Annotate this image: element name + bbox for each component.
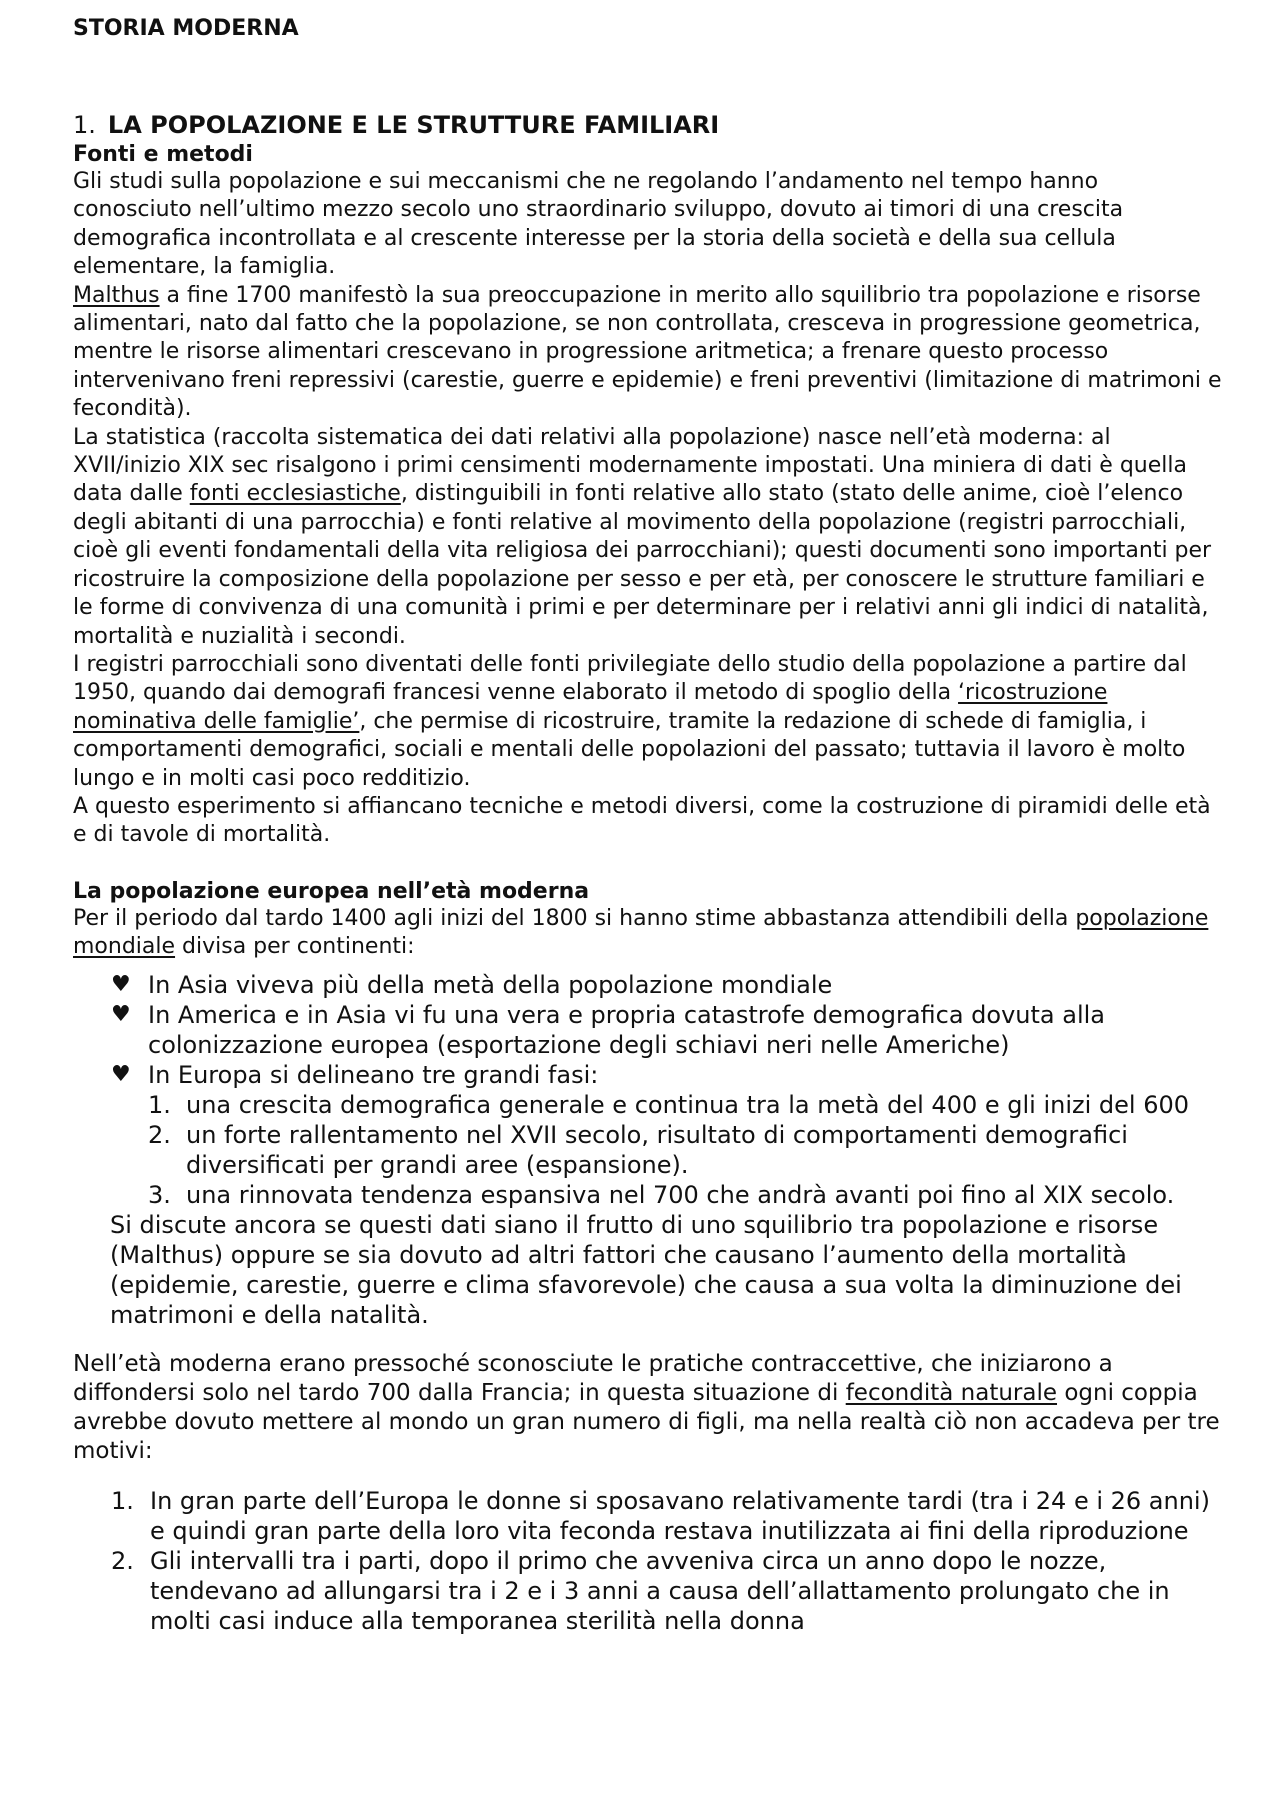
chapter-number: 1. (73, 111, 96, 139)
paragraph-statistica-pre: La statistica (raccolta sistematica dei dati relativi alla popolazione) nasce nell’età moderna: al XVII/inizio XIX sec risalgono i primi censimenti modernamente impostati. Una miniera di dati è quella data dalle (73, 424, 1187, 507)
list-item-text: In Asia viveva più della metà della popolazione mondiale (148, 970, 833, 999)
list-item (148, 1120, 1223, 1180)
term-malthus: Malthus (73, 282, 160, 308)
list-item (73, 1000, 1223, 1060)
list-item-text: una crescita demografica generale e continua tra la metà del 400 e gli inizi del 600 (186, 1090, 1190, 1119)
paragraph-esperimento: A questo esperimento si affiancano tecniche e metodi diversi, come la costruzione di piramidi delle età e di tavole di mortalità. (73, 793, 1211, 848)
paragraph-statistica-post: , distinguibili in fonti relative allo stato (stato delle anime, cioè l’elenco degli abitanti di una parrocchia) e fonti relative al movimento della popolazione (registri parrocchiali, cioè gli eventi fondamentali della vita religiosa dei parrocchiani); questi documenti sono importanti per ricostruire la composizione della popolazione per sesso e per età, per conoscere le strutture familiari e le forme di convivenza di una comunità i primi e per determinare per i relativi anni gli indici di natalità, mortalità e nuzialità i secondi. (73, 481, 1212, 649)
list-item (148, 1090, 1223, 1120)
paragraph-malthus-text: a fine 1700 manifestò la sua preoccupazione in merito allo squilibrio tra popolazione e risorse alimentari, nato dal fatto che la popolazione, se non controllata, cresceva in progressione geometrica, mentre le risorse alimentari crescevano in progressione aritmetica; a frenare questo processo intervenivano freni repressivi (carestie, guerre e epidemie) e freni preventivi (limitazione di matrimoni e fecondità). (73, 282, 1222, 422)
list-item-text: Gli intervalli tra i parti, dopo il primo che avveniva circa un anno dopo le nozze, tendevano ad allungarsi tra i 2 e i 3 anni a causa dell’allattamento prolungato che in molti casi induce alla temporanea sterilità nella donna (150, 1546, 1170, 1635)
term-fonti-ecclesiastiche: fonti ecclesiastiche (189, 481, 401, 507)
list-item (148, 1180, 1223, 1210)
europe-phases-list (148, 1090, 1223, 1210)
list-item (73, 1546, 1223, 1636)
list-item-text: un forte rallentamento nel XVII secolo, risultato di comportamenti demografici diversificati per grandi aree (espansione). (186, 1120, 1128, 1179)
spacer (73, 850, 1223, 878)
section-heading-fonti: Fonti e metodi (73, 142, 253, 167)
list-number: 1. (148, 1090, 171, 1119)
heart-icon: ♥ (111, 1061, 131, 1087)
list-item (73, 1060, 1223, 1210)
list-item (73, 1486, 1223, 1546)
list-number: 2. (148, 1120, 171, 1149)
continent-list (73, 970, 1223, 1210)
term-fecondita-naturale: fecondità naturale (845, 1379, 1058, 1406)
document-title: STORIA MODERNA (73, 16, 299, 41)
chapter-heading (73, 109, 1223, 141)
paragraph-periodo-post: divisa per continenti: (175, 934, 415, 960)
motives-list (73, 1486, 1223, 1636)
list-item-text: In gran parte dell’Europa le donne si sposavano relativamente tardi (tra i 24 e i 26 anni) e quindi gran parte della loro vita feconda restava inutilizzata ai fini della riproduzione (150, 1486, 1210, 1545)
paragraph-fecondita (73, 1350, 1223, 1466)
document-page (73, 14, 1223, 1636)
list-item-text: In America e in Asia vi fu una vera e propria catastrofe demografica dovuta alla colonizzazione europea (esportazione degli schiavi neri nelle Americhe) (148, 1000, 1105, 1059)
heart-icon: ♥ (111, 1001, 131, 1027)
list-item-text: una rinnovata tendenza espansiva nel 700 che andrà avanti poi fino al XIX secolo. (186, 1180, 1175, 1209)
paragraph-discussione: Si discute ancora se questi dati siano il frutto di uno squilibrio tra popolazione e risorse (Malthus) oppure se sia dovuto ad altri fattori che causano l’aumento della mortalità (epidemie, carestie, guerre e clima sfavorevole) che causa a sua volta la diminuzione dei matrimoni e della natalità. (110, 1210, 1182, 1329)
paragraph-registri-pre: I registri parrocchiali sono diventati delle fonti privilegiate dello studio della popolazione a partire dal 1950, quando dai demografi francesi venne elaborato il metodo di spoglio della (73, 651, 1187, 706)
paragraph-malthus (73, 282, 1223, 424)
paragraph-periodo (73, 905, 1223, 962)
list-item-text: In Europa si delineano tre grandi fasi: (148, 1060, 599, 1089)
list-item (73, 970, 1223, 1000)
list-number: 1. (111, 1486, 134, 1515)
paragraph-periodo-pre: Per il periodo dal tardo 1400 agli inizi del 1800 si hanno stime abbastanza attendibili della (73, 905, 1076, 931)
paragraph-intro: Gli studi sulla popolazione e sui meccanismi che ne regolando l’andamento nel tempo hanno conosciuto nell’ultimo mezzo secolo uno straordinario sviluppo, dovuto ai timori di una crescita demografica incontrollata e al crescente interesse per la storia della società e della sua cellula elementare, la famiglia. (73, 169, 1124, 280)
paragraph-registri (73, 651, 1223, 793)
paragraph-fecondita-post: ogni coppia avrebbe dovuto mettere al mondo un gran numero di figli, ma nella realtà ciò non accadeva per tre motivi: (73, 1379, 1220, 1464)
term-popolazione-mondiale: popolazione mondiale (73, 905, 1209, 960)
paragraph-statistica (73, 424, 1223, 651)
paragraph-registri-post: , che permise di ricostruire, tramite la redazione di schede di famiglia, i comportamenti demografici, sociali e mentali delle popolazioni del passato; tuttavia il lavoro è molto lungo e in molti casi poco redditizio. (73, 708, 1186, 791)
section-heading-popolazione-europea: La popolazione europea nell’età moderna (73, 878, 590, 904)
term-ricostruzione-nominativa: ‘ricostruzione nominativa delle famiglie’ (73, 680, 1108, 734)
chapter-title: LA POPOLAZIONE E LE STRUTTURE FAMILIARI (107, 111, 720, 139)
heart-icon: ♥ (111, 971, 131, 997)
list-number: 2. (111, 1546, 134, 1575)
paragraph-fecondita-pre: Nell’età moderna erano pressoché sconosciute le pratiche contraccettive, che iniziarono a diffondersi solo nel tardo 700 dalla Francia; in questa situazione di (73, 1350, 1113, 1406)
list-number: 3. (148, 1180, 171, 1209)
